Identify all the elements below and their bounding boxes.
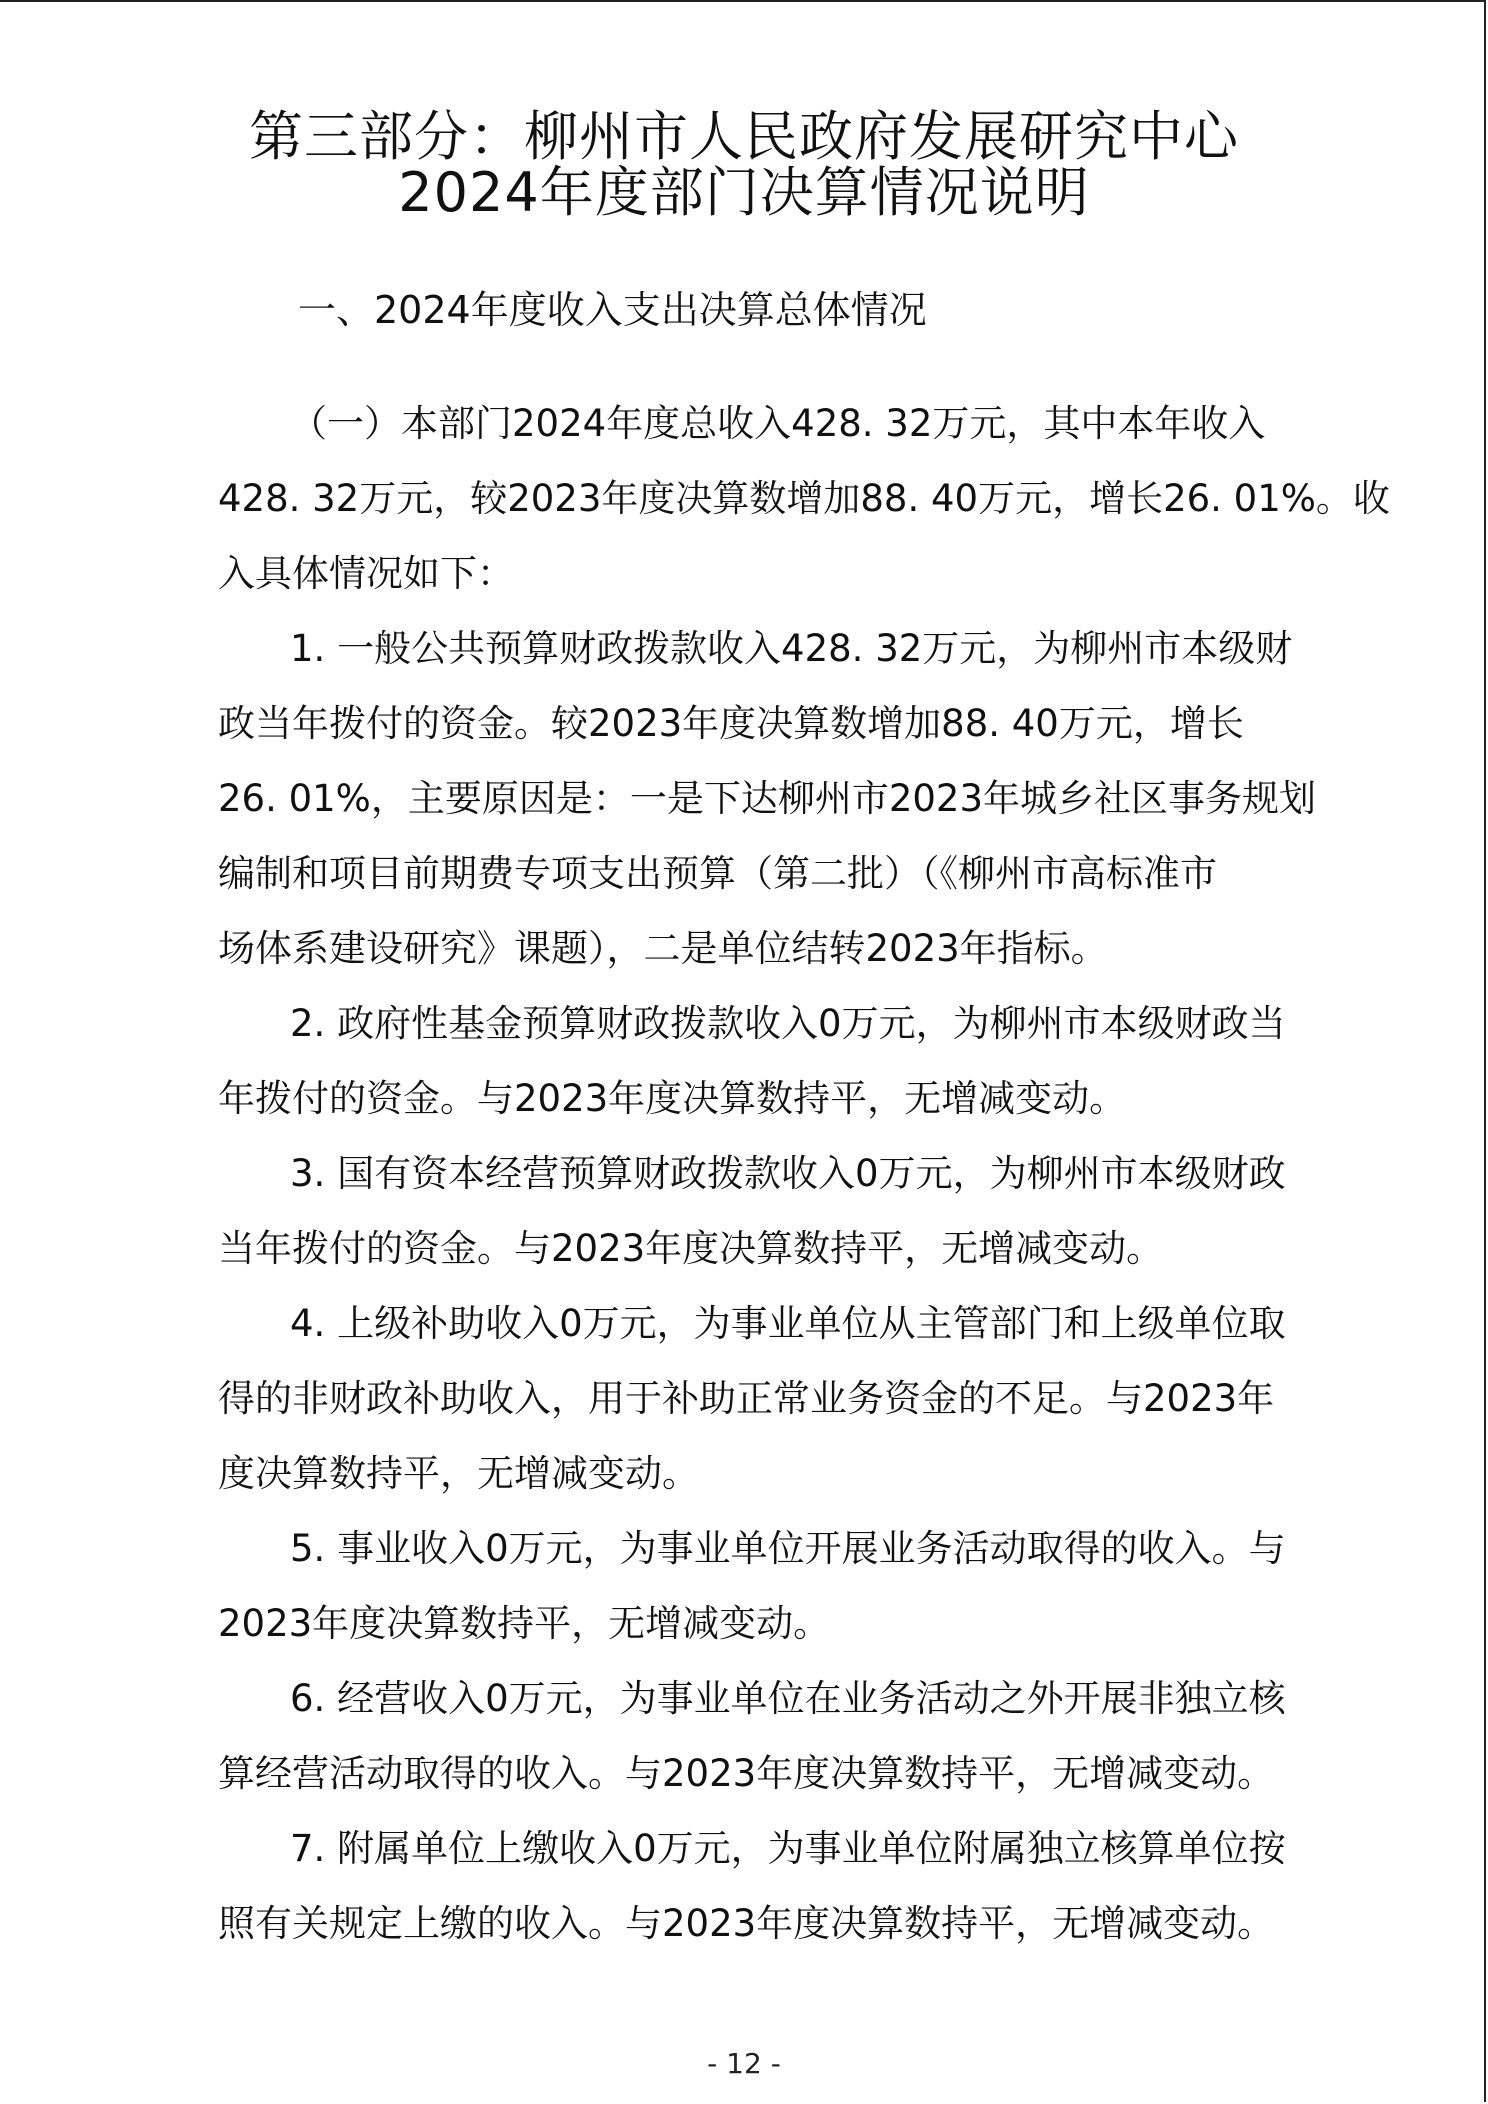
paragraph-line: 年拨付的资金。与2023年度决算数持平，无增减变动。 [218,1077,1127,1120]
paragraph-item-6 [218,1661,1286,1811]
paragraph-line: 当年拨付的资金。与2023年度决算数持平，无增减变动。 [218,1227,1164,1270]
paragraph-line: 5. 事业收入0万元，为事业单位开展业务活动取得的收入。与 [290,1527,1286,1570]
paragraph-line: 场体系建设研究》课题），二是单位结转2023年指标。 [218,927,1108,970]
paragraph-line: 6. 经营收入0万元，为事业单位在业务活动之外开展非独立核 [290,1677,1286,1720]
page-title-line-2: 2024年度部门决算情况说明 [398,161,1090,224]
paragraph-line: 得的非财政补助收入，用于补助正常业务资金的不足。与2023年 [218,1377,1275,1420]
paragraph-line: 入具体情况如下： [218,552,514,595]
page-title-line-1: 第三部分：柳州市人民政府发展研究中心 [249,105,1239,168]
paragraph-item-5 [218,1511,1286,1661]
paragraph-item-4 [218,1286,1286,1511]
paragraph-line: 2. 政府性基金预算财政拨款收入0万元，为柳州市本级财政当 [290,1002,1286,1045]
paragraph-line: 4. 上级补助收入0万元，为事业单位从主管部门和上级单位取 [290,1302,1286,1345]
section-heading: 一、2024年度收入支出决算总体情况 [298,288,927,332]
paragraph-line: 428. 32万元，较2023年度决算数增加88. 40万元，增长26. 01%。收 [218,477,1390,520]
paragraph-line: （一）本部门2024年度总收入428. 32万元，其中本年收入 [290,402,1266,445]
paragraph-item-7 [218,1811,1286,1961]
paragraph-line: 照有关规定上缴的收入。与2023年度决算数持平，无增减变动。 [218,1902,1275,1945]
paragraph-item-2 [218,986,1286,1136]
paragraph-line: 3. 国有资本经营预算财政拨款收入0万元，为柳州市本级财政 [290,1152,1286,1195]
paragraph-intro [218,386,1390,611]
page-number: - 12 - [707,2047,781,2080]
paragraph-line: 编制和项目前期费专项支出预算（第二批）（《柳州市高标准市 [218,852,1217,895]
paragraph-line: 算经营活动取得的收入。与2023年度决算数持平，无增减变动。 [218,1752,1275,1795]
paragraph-line: 26. 01%，主要原因是：一是下达柳州市2023年城乡社区事务规划 [218,777,1317,820]
paragraph-line: 政当年拨付的资金。较2023年度决算数增加88. 40万元，增长 [218,702,1244,745]
paragraph-line: 7. 附属单位上缴收入0万元，为事业单位附属独立核算单位按 [290,1827,1286,1870]
paragraph-item-3 [218,1136,1286,1286]
paragraph-line: 2023年度决算数持平，无增减变动。 [218,1602,831,1645]
paragraph-line: 1. 一般公共预算财政拨款收入428. 32万元，为柳州市本级财 [290,627,1293,670]
paragraph-line: 度决算数持平，无增减变动。 [218,1452,699,1495]
paragraph-item-1 [218,611,1317,986]
